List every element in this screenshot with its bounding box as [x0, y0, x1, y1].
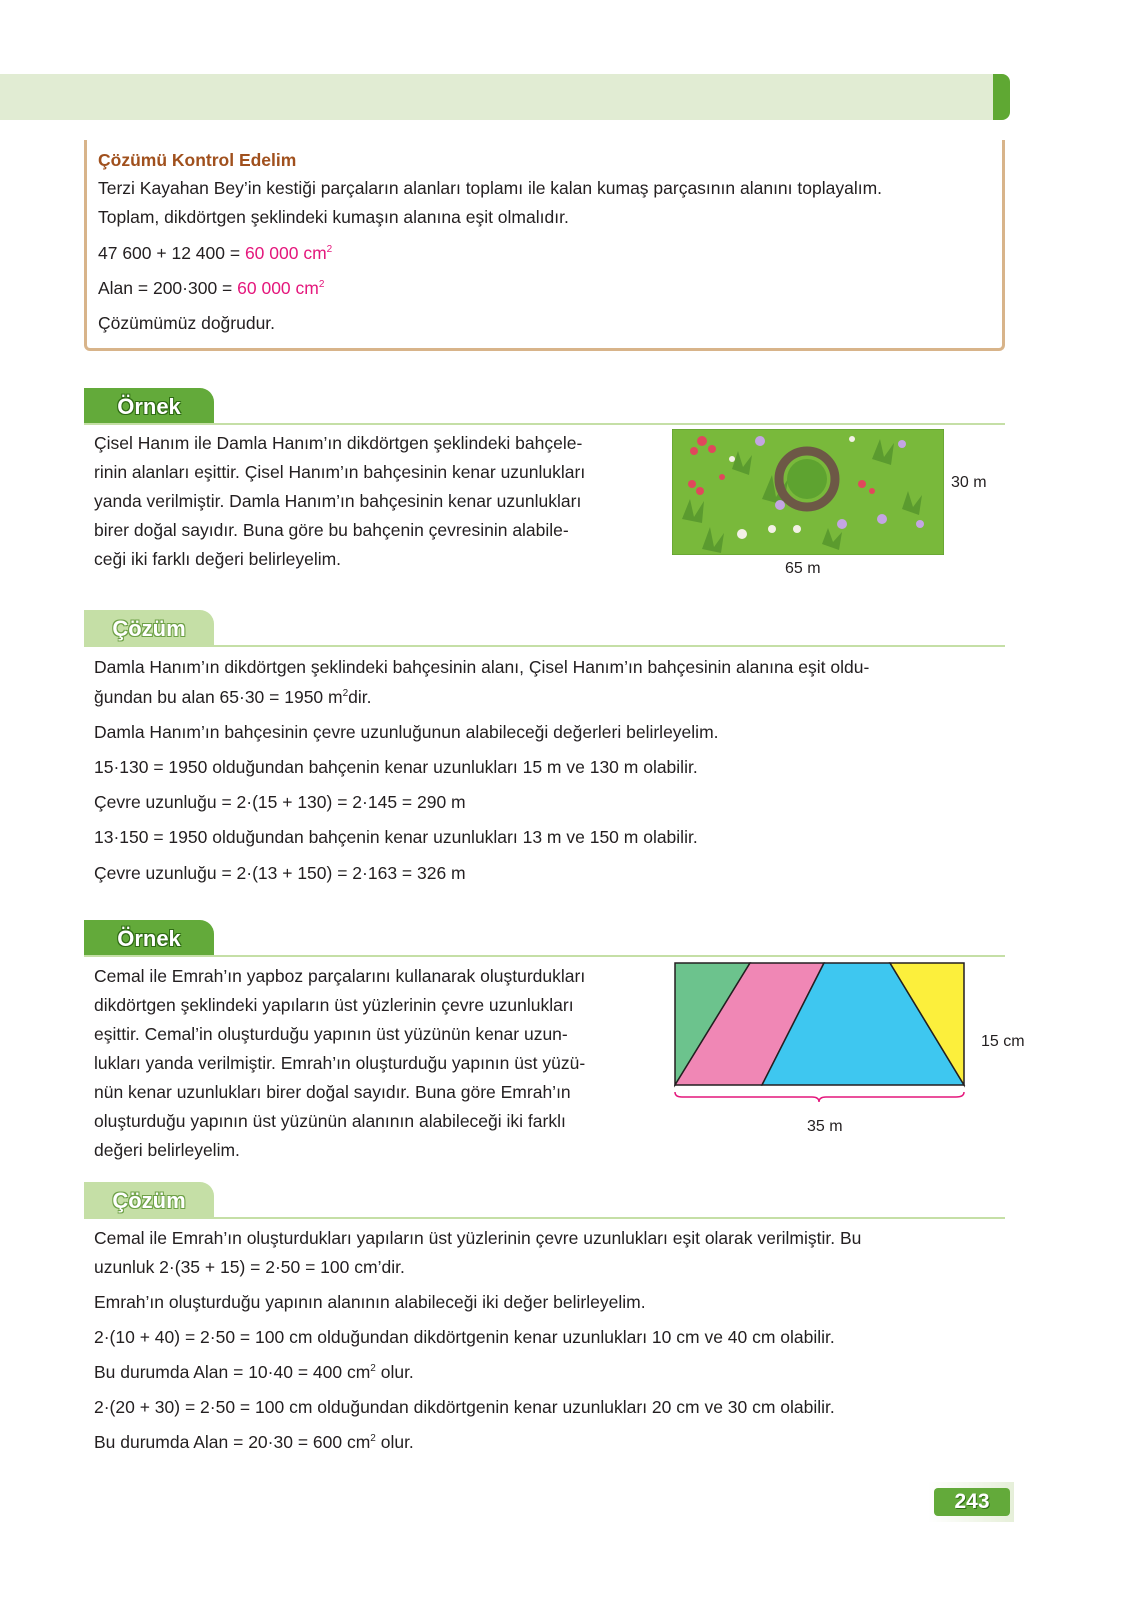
example-2-line-3: eşittir. Cemal’in oluşturduğu yapının üst yüzünün kenar uzun- [94, 1024, 568, 1044]
check-eq2-result: 60 000 cm [237, 278, 319, 298]
example-1-line-2: rinin alanları eşittir. Çisel Hanım’ın bahçesinin kenar uzunlukları [94, 462, 586, 482]
solution-2-exp-1: 2 [370, 1363, 376, 1374]
example-2-rule [84, 955, 1005, 957]
check-heading: Çözümü Kontrol Edelim [98, 150, 297, 170]
solution-2-suffix-1: olur. [375, 1362, 414, 1382]
header-band [0, 74, 1001, 120]
solution-1-line-3: Damla Hanım’ın bahçesinin çevre uzunluğunun alabileceği değerleri belirleyelim. [94, 722, 719, 742]
check-eq2-exp: 2 [318, 279, 325, 290]
solution-1-exp: 2 [342, 688, 349, 699]
garden-image [672, 429, 944, 555]
solution-1-line-6: 13·150 = 1950 olduğundan bahçenin kenar uzunlukları 13 m ve 150 m olabilir. [94, 827, 698, 847]
solution-2-line-1: Cemal ile Emrah’ın oluşturdukları yapıların üst yüzlerinin çevre uzunlukları eşit olarak verilmiştir. Bu [94, 1228, 862, 1248]
puzzle-width-label: 35 m [807, 1118, 843, 1135]
garden-width-label: 65 m [785, 560, 821, 577]
solution-2-line-6: 2·(20 + 30) = 2·50 = 100 cm olduğundan dikdörtgenin kenar uzunlukları 20 cm ve 30 cm olabilir. [94, 1397, 835, 1417]
example-2-line-4: lukları yanda verilmiştir. Emrah’ın oluşturduğu yapının üst yüzü- [94, 1053, 586, 1073]
puzzle-width-brace [675, 1092, 964, 1102]
solution-1-label: Çözüm [84, 610, 214, 647]
check-eq1-result: 60 000 cm [244, 243, 327, 263]
page-number: 243 [934, 1488, 1010, 1516]
example-2-line-6: oluşturduğu yapının üst yüzünün alanının alabileceği iki farklı [94, 1111, 566, 1131]
check-eq1-exp: 2 [326, 244, 333, 255]
check-line-2: Toplam, dikdörtgen şeklindeki kumaşın alanına eşit olmalıdır. [98, 207, 569, 227]
check-line-1: Terzi Kayahan Bey’in kestiği parçaların alanları toplamı ile kalan kumaş parçasının alanını toplayalım. [98, 178, 883, 198]
solution-1-area: ğundan bu alan 65·30 = 1950 m [94, 687, 343, 707]
example-2-line-2: dikdörtgen şeklindeki yapıların üst yüzlerinin çevre uzunlukları [94, 995, 574, 1015]
solution-2-line-4: 2·(10 + 40) = 2·50 = 100 cm olduğundan dikdörtgenin kenar uzunlukları 10 cm ve 40 cm olabilir. [94, 1327, 835, 1347]
puzzle-figure [674, 962, 972, 1110]
solution-1-line-1: Damla Hanım’ın dikdörtgen şeklindeki bahçesinin alanı, Çisel Hanım’ın bahçesinin alanına eşit oldu- [94, 657, 870, 677]
solution-1-line-2 [94, 686, 372, 708]
example-1-line-1: Çisel Hanım ile Damla Hanım’ın dikdörtgen şeklindeki bahçele- [94, 433, 583, 453]
example-2-line-1: Cemal ile Emrah’ın yapboz parçalarını kullanarak oluşturdukları [94, 966, 586, 986]
check-equation-2 [98, 277, 324, 299]
solution-1-line-7: Çevre uzunluğu = 2·(13 + 150) = 2·163 = 326 m [94, 863, 466, 883]
puzzle-height-label: 15 cm [981, 1033, 1025, 1050]
solution-2-line-5 [94, 1361, 414, 1383]
solution-2-area-2: Bu durumda Alan = 20·30 = 600 cm [94, 1432, 371, 1452]
solution-2-rule [84, 1217, 1005, 1219]
solution-2-exp-2: 2 [370, 1433, 376, 1444]
garden-height-label: 30 m [951, 474, 987, 491]
solution-2-suffix-2: olur. [375, 1432, 414, 1452]
solution-2-label: Çözüm [84, 1182, 214, 1219]
example-1-rule [84, 423, 1005, 425]
solution-2-line-7 [94, 1431, 414, 1453]
solution-1-rule [84, 645, 1005, 647]
example-1-line-3: yanda verilmiştir. Damla Hanım’ın bahçesinin kenar uzunlukları [94, 491, 582, 511]
check-equation-1 [98, 242, 332, 264]
solution-1-line-5: Çevre uzunluğu = 2·(15 + 130) = 2·145 = 290 m [94, 792, 466, 812]
example-2-line-7: değeri belirleyelim. [94, 1140, 240, 1160]
example-1-line-5: ceği iki farklı değeri belirleyelim. [94, 549, 342, 569]
solution-2-area-1: Bu durumda Alan = 10·40 = 400 cm [94, 1362, 371, 1382]
solution-1-suffix: dir. [348, 687, 372, 707]
solution-2-line-3: Emrah’ın oluşturduğu yapının alanının alabileceği iki değer belirleyelim. [94, 1292, 646, 1312]
check-eq2-left: Alan = 200·300 = [98, 278, 238, 298]
example-2-line-5: nün kenar uzunlukları birer doğal sayıdır. Buna göre Emrah’ın [94, 1082, 571, 1102]
example-2-label: Örnek [84, 920, 214, 957]
check-conclusion: Çözümümüz doğrudur. [98, 313, 276, 333]
check-eq1-left: 47 600 + 12 400 = [98, 243, 245, 263]
solution-2-line-2: uzunluk 2·(35 + 15) = 2·50 = 100 cm’dir. [94, 1257, 405, 1277]
header-tab [993, 74, 1010, 120]
example-1-line-4: birer doğal sayıdır. Buna göre bu bahçenin çevresinin alabile- [94, 520, 569, 540]
example-1-label: Örnek [84, 388, 214, 425]
solution-1-line-4: 15·130 = 1950 olduğundan bahçenin kenar uzunlukları 15 m ve 130 m olabilir. [94, 757, 698, 777]
